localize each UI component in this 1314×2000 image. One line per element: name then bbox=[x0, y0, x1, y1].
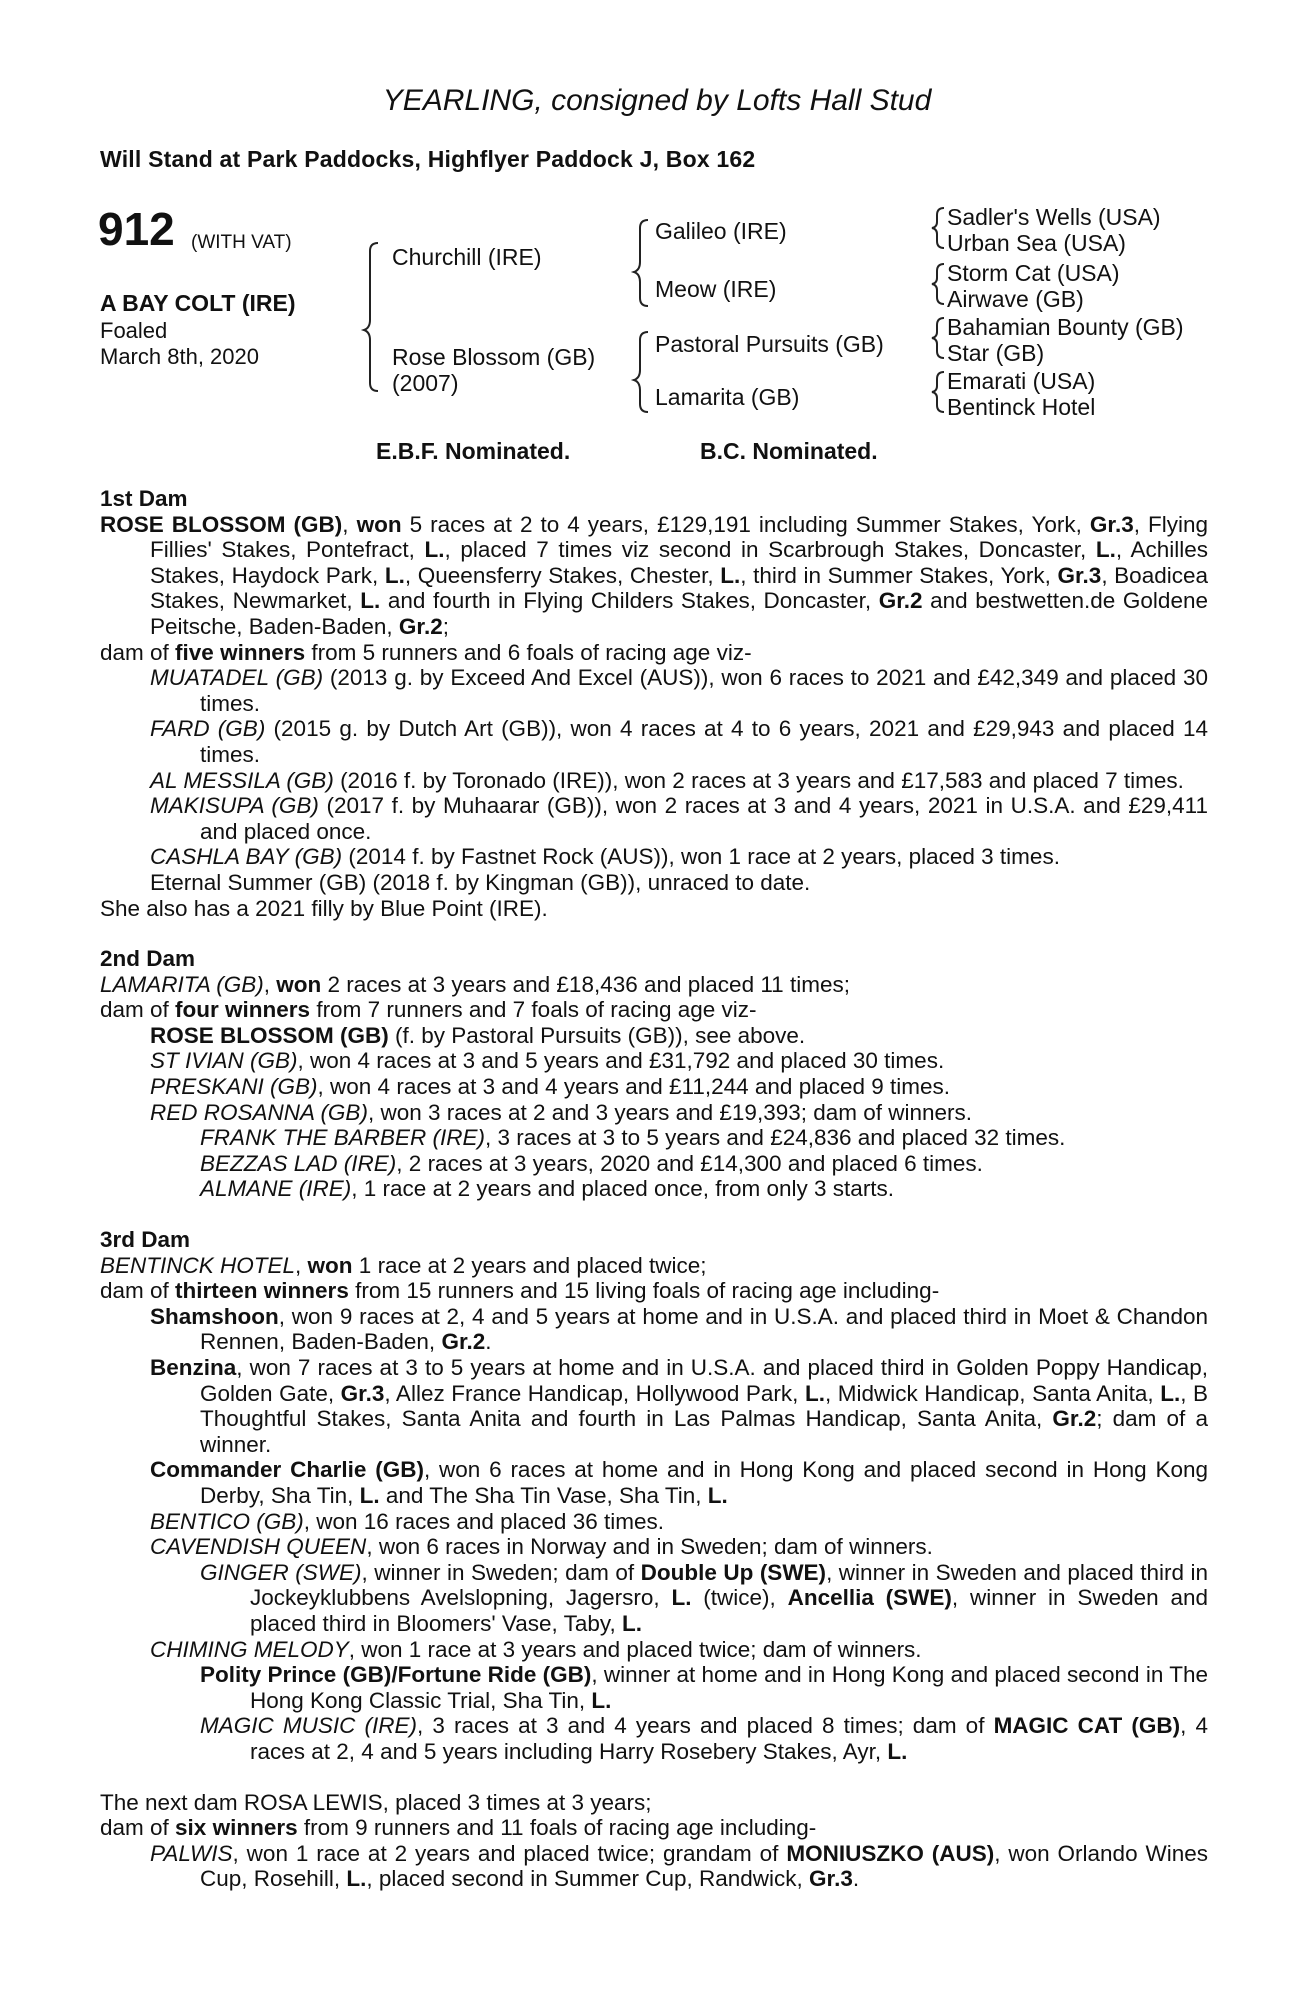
ancestor-8: Bentinck Hotel bbox=[947, 394, 1096, 420]
sire-name: Churchill (IRE) bbox=[392, 244, 542, 270]
lot-description: A BAY COLT (IRE) bbox=[100, 290, 296, 316]
ancestor-4: Airwave (GB) bbox=[947, 286, 1084, 312]
foaled-date: March 8th, 2020 bbox=[100, 344, 259, 369]
second-dam-heading: 2nd Dam bbox=[100, 946, 196, 972]
progeny-entry: Commander Charlie (GB), won 6 races at home and in Hong Kong and placed second in Hong Kong Derby, Sha Tin, L. and The Sha Tin Vase, Sha Tin, L. bbox=[150, 1457, 1208, 1508]
lot-number: 912 bbox=[98, 203, 175, 255]
ancestor-1: Sadler's Wells (USA) bbox=[947, 204, 1161, 230]
bc-nomination: B.C. Nominated. bbox=[700, 438, 878, 464]
second-dam-produce-summary: dam of four winners from 7 runners and 7 foals of racing age viz- bbox=[100, 997, 757, 1023]
progeny-entry: ROSE BLOSSOM (GB) (f. by Pastoral Pursuits (GB)), see above. bbox=[150, 1022, 806, 1048]
dam-name: Rose Blossom (GB) bbox=[392, 344, 596, 370]
ancestor-6: Star (GB) bbox=[947, 340, 1045, 366]
progeny-entry: CHIMING MELODY, won 1 race at 3 years and placed twice; dam of winners. bbox=[150, 1636, 922, 1662]
grand-progeny-entry: GINGER (SWE), winner in Sweden; dam of Double Up (SWE), winner in Sweden and placed third in Jockeyklubbens Avelslopning, Jagersro, L. (twice), Ancellia (SWE), winner in Sweden and placed third in Bloomers' Vase, Taby, L. bbox=[200, 1559, 1208, 1636]
grand-progeny-entry: MAGIC MUSIC (IRE), 3 races at 3 and 4 years and placed 8 times; dam of MAGIC CAT (GB), 4 races at 2, 4 and 5 years including Harry Rosebery Stakes, Ayr, L. bbox=[200, 1713, 1208, 1764]
progeny-entry: PALWIS, won 1 race at 2 years and placed twice; grandam of MONIUSZKO (AUS), won Orlando Wines Cup, Rosehill, L., placed second in Summer Cup, Randwick, Gr.3. bbox=[150, 1840, 1208, 1892]
sire-dam: Meow (IRE) bbox=[655, 276, 777, 302]
foaled-label: Foaled bbox=[100, 318, 168, 343]
third-dam-record: BENTINCK HOTEL, won 1 race at 2 years and placed twice; bbox=[100, 1252, 707, 1278]
progeny-entry: Benzina, won 7 races at 3 to 5 years at home and in U.S.A. and placed third in Golden Poppy Handicap, Golden Gate, Gr.3, Allez France Handicap, Hollywood Park, L., Midwick Handicap, Santa Anita, L., B Thoughtful Stakes, Santa Anita and fourth in Las Palmas Handicap, Santa Anita, Gr.2; dam of a winner. bbox=[150, 1355, 1208, 1457]
grand-progeny-entry: Polity Prince (GB)/Fortune Ride (GB), winner at home and in Hong Kong and placed second in The Hong Kong Classic Trial, Sha Tin, L. bbox=[200, 1662, 1208, 1713]
second-dam-record: LAMARITA (GB), won 2 races at 3 years and £18,436 and placed 11 times; bbox=[100, 971, 850, 997]
first-dam-record: ROSE BLOSSOM (GB), won 5 races at 2 to 4 years, £129,191 including Summer Stakes, York, Gr.3, Flying Fillies' Stakes, Pontefract, L., placed 7 times viz second in Scarbrough Stakes, Doncaster, L., Achilles Stakes, Haydock Park, L., Queensferry Stakes, Chester, L., third in Summer Stakes, York, Gr.3, Boadicea Stakes, Newmarket, L. and fourth in Flying Childers Stakes, Doncaster, Gr.2 and bestwetten.de Goldene Peitsche, Baden-Baden, Gr.2; bbox=[100, 511, 1208, 639]
ancestor-2: Urban Sea (USA) bbox=[947, 230, 1126, 256]
family-notes bbox=[100, 486, 1208, 1892]
stand-location: Will Stand at Park Paddocks, Highflyer Paddock J, Box 162 bbox=[100, 146, 756, 172]
ancestor-7: Emarati (USA) bbox=[947, 368, 1096, 394]
progeny-entry: RED ROSANNA (GB), won 3 races at 2 and 3 years and £19,393; dam of winners. bbox=[150, 1099, 973, 1125]
progeny-entry: MUATADEL (GB) (2013 g. by Exceed And Excel (AUS)), won 6 races to 2021 and £42,349 and placed 30 times. bbox=[150, 665, 1208, 716]
ebf-nomination: E.B.F. Nominated. bbox=[376, 438, 571, 464]
vat-note: (WITH VAT) bbox=[191, 232, 292, 253]
grand-progeny-entry: ALMANE (IRE), 1 race at 2 years and placed once, from only 3 starts. bbox=[200, 1176, 895, 1202]
grand-progeny-entry: FRANK THE BARBER (IRE), 3 races at 3 to 5 years and £24,836 and placed 32 times. bbox=[200, 1125, 1066, 1151]
first-dam-produce-summary: dam of five winners from 5 runners and 6 foals of racing age viz- bbox=[100, 639, 752, 665]
progeny-entry: FARD (GB) (2015 g. by Dutch Art (GB)), won 4 races at 4 to 6 years, 2021 and £29,943 and placed 14 times. bbox=[150, 716, 1208, 767]
dam-year: (2007) bbox=[392, 370, 459, 396]
progeny-entry: PRESKANI (GB), won 4 races at 3 and 4 years and £11,244 and placed 9 times. bbox=[150, 1074, 951, 1100]
progeny-entry: MAKISUPA (GB) (2017 f. by Muhaarar (GB)), won 2 races at 3 and 4 years, 2021 in U.S.A. and £29,411 and placed once. bbox=[150, 793, 1208, 844]
third-dam-produce-summary: dam of thirteen winners from 15 runners and 15 living foals of racing age including- bbox=[100, 1278, 940, 1304]
dam-sire: Pastoral Pursuits (GB) bbox=[655, 331, 884, 357]
progeny-entry: Shamshoon, won 9 races at 2, 4 and 5 years at home and in U.S.A. and placed third in Moet & Chandon Rennen, Baden-Baden, Gr.2. bbox=[150, 1303, 1208, 1355]
ancestor-3: Storm Cat (USA) bbox=[947, 260, 1120, 286]
progeny-entry: ST IVIAN (GB), won 4 races at 3 and 5 years and £31,792 and placed 30 times. bbox=[150, 1048, 945, 1074]
progeny-entry: AL MESSILA (GB) (2016 f. by Toronado (IRE)), won 2 races at 3 years and £17,583 and placed 7 times. bbox=[150, 767, 1184, 793]
sire-sire: Galileo (IRE) bbox=[655, 218, 787, 244]
progeny-entry: BENTICO (GB), won 16 races and placed 36 times. bbox=[150, 1508, 664, 1534]
grand-progeny-entry: BEZZAS LAD (IRE), 2 races at 3 years, 2020 and £14,300 and placed 6 times. bbox=[200, 1150, 983, 1176]
progeny-entry: CAVENDISH QUEEN, won 6 races in Norway and in Sweden; dam of winners. bbox=[150, 1534, 933, 1560]
progeny-unraced: Eternal Summer (GB) (2018 f. by Kingman (GB)), unraced to date. bbox=[150, 869, 811, 895]
next-dam-record: The next dam ROSA LEWIS, placed 3 times at 3 years; bbox=[100, 1789, 652, 1815]
dam-dam: Lamarita (GB) bbox=[655, 384, 800, 410]
first-dam-also: She also has a 2021 filly by Blue Point (IRE). bbox=[100, 895, 548, 921]
page-title: YEARLING, consigned by Lofts Hall Stud bbox=[382, 84, 932, 117]
ancestor-5: Bahamian Bounty (GB) bbox=[947, 314, 1184, 340]
next-dam-produce-summary: dam of six winners from 9 runners and 11 foals of racing age including- bbox=[100, 1815, 817, 1841]
progeny-entry: CASHLA BAY (GB) (2014 f. by Fastnet Rock (AUS)), won 1 race at 2 years, placed 3 times. bbox=[150, 844, 1060, 870]
third-dam-heading: 3rd Dam bbox=[100, 1227, 191, 1253]
first-dam-heading: 1st Dam bbox=[100, 486, 188, 511]
